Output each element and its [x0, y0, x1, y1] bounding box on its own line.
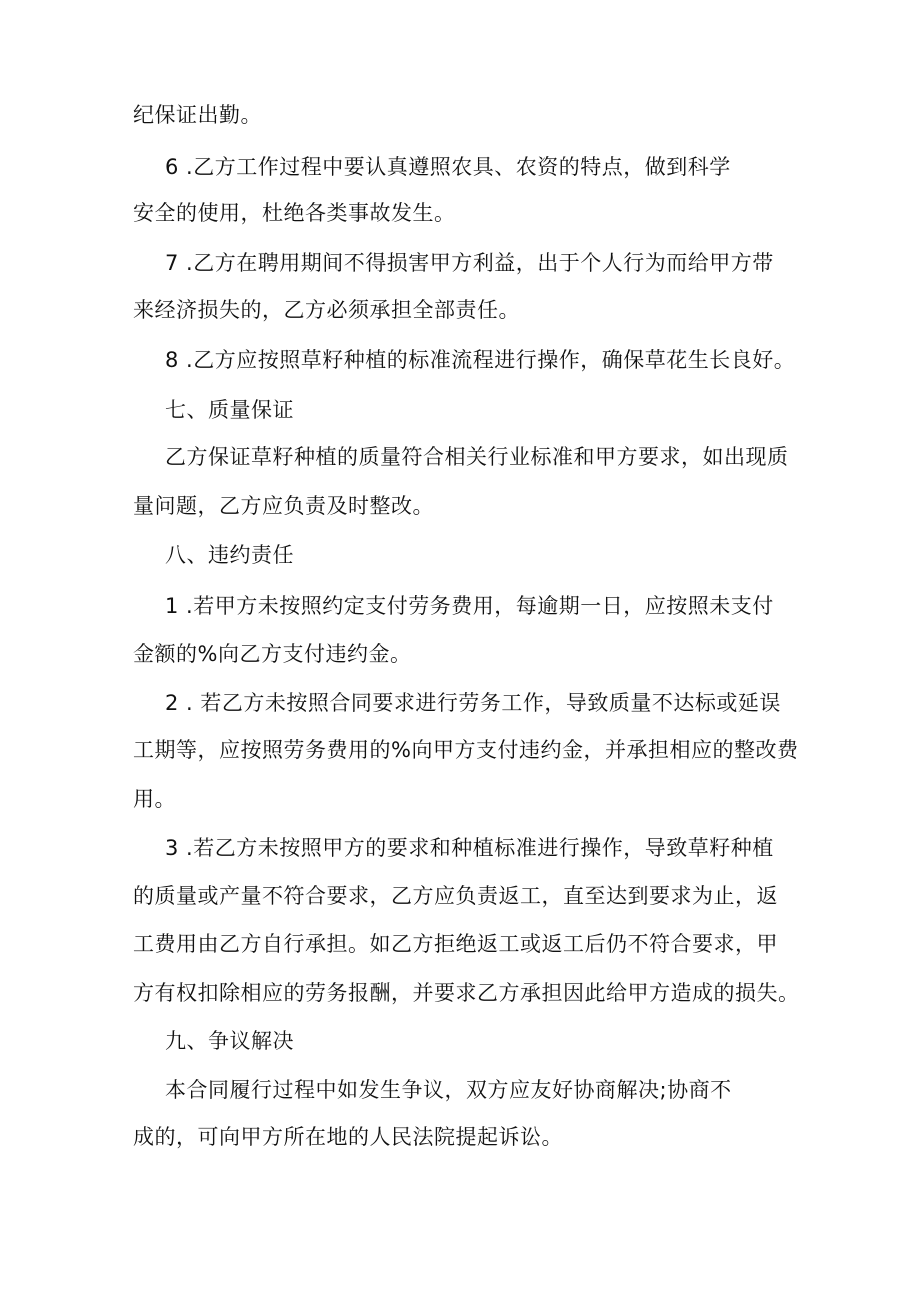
- clause-6-line-2: 安全的使用，杜绝各类事故发生。: [133, 201, 456, 225]
- liability-2-line-2: 工期等，应按照劳务费用的%向甲方支付违约金，并承担相应的整改费: [133, 738, 799, 762]
- clause-6-line-1: 6 .乙方工作过程中要认真遵照农具、农资的特点，做到科学: [165, 155, 731, 179]
- clause-7-line-1: 7 .乙方在聘用期间不得损害甲方利益，出于个人行为而给甲方带: [165, 251, 774, 275]
- quality-line-2: 量问题，乙方应负责及时整改。: [133, 494, 434, 518]
- clause-7-line-2: 来经济损失的，乙方必须承担全部责任。: [133, 298, 520, 322]
- section-heading-dispute: 九、争议解决: [165, 1029, 294, 1053]
- liability-1-line-2: 金额的%向乙方支付违约金。: [133, 642, 412, 666]
- section-heading-liability: 八、违约责任: [165, 543, 294, 567]
- liability-3-line-3: 工费用由乙方自行承担。如乙方拒绝返工或返工后仍不符合要求，甲: [133, 932, 778, 956]
- liability-3-line-1: 3 .若乙方未按照甲方的要求和种植标准进行操作，导致草籽种植: [165, 836, 774, 860]
- liability-3-line-2: 的质量或产量不符合要求，乙方应负责返工，直至达到要求为止，返: [133, 884, 778, 908]
- clause-8-line-1: 8 .乙方应按照草籽种植的标准流程进行操作，确保草花生长良好。: [165, 348, 796, 372]
- liability-3-line-4: 方有权扣除相应的劳务报酬，并要求乙方承担因此给甲方造成的损失。: [133, 981, 800, 1005]
- text-line: 纪保证出勤。: [133, 103, 262, 127]
- quality-line-1: 乙方保证草籽种植的质量符合相关行业标准和甲方要求，如出现质: [165, 445, 789, 469]
- section-heading-quality: 七、质量保证: [165, 398, 294, 422]
- liability-2-line-1: 2 . 若乙方未按照合同要求进行劳务工作，导致质量不达标或延误: [165, 691, 781, 715]
- dispute-line-1: 本合同履行过程中如发生争议，双方应友好协商解决;协商不: [165, 1078, 732, 1102]
- dispute-line-2: 成的，可向甲方所在地的人民法院提起诉讼。: [133, 1125, 563, 1149]
- liability-1-line-1: 1 .若甲方未按照约定支付劳务费用，每逾期一日，应按照未支付: [165, 594, 774, 618]
- liability-2-line-3: 用。: [133, 787, 176, 811]
